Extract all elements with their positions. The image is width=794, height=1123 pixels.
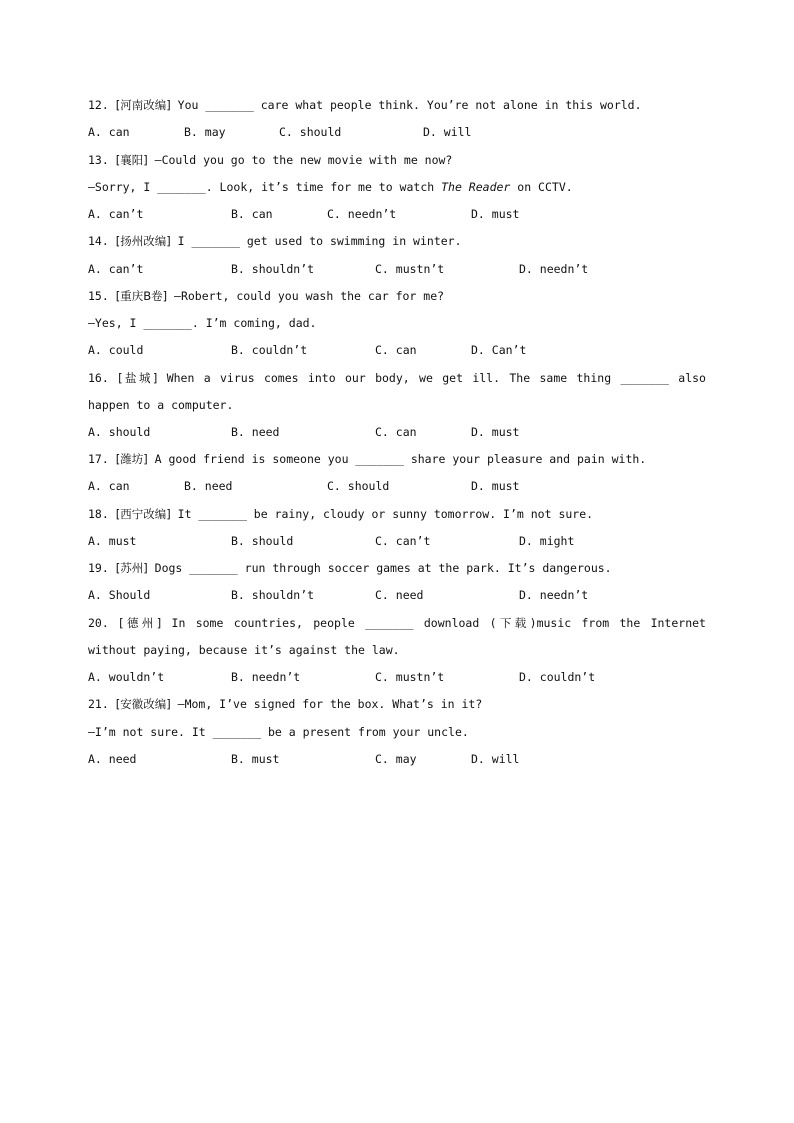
question-text: When a virus comes into our body, we get ill. The same thing _______ also <box>166 371 706 385</box>
question-15 <box>88 288 444 304</box>
question-number: 20. <box>88 616 109 630</box>
option-b: B. shouldn’t <box>231 588 315 602</box>
question-number: 17. <box>88 452 109 466</box>
movie-title: The Reader <box>441 180 511 194</box>
option-c: C. mustn’t <box>375 262 445 276</box>
question-20 <box>88 615 706 631</box>
question-16 <box>88 370 706 386</box>
dialog-reply-21: —I’m not sure. It _______ be a present from your uncle. <box>88 725 469 739</box>
option-d: D. needn’t <box>519 262 589 276</box>
option-a: A. can <box>88 479 130 493</box>
option-b: B. can <box>231 207 273 221</box>
question-12 <box>88 97 642 113</box>
reply-text: —Sorry, I _______. Look, it’s time for me to watch <box>88 180 442 194</box>
options-13 <box>88 206 706 222</box>
question-text: Dogs _______ run through soccer games at the park. It’s dangerous. <box>154 561 612 575</box>
question-source: [扬州改编] <box>115 234 171 248</box>
question-number: 14. <box>88 234 109 248</box>
option-c: C. mustn’t <box>375 670 445 684</box>
question-number: 12. <box>88 98 109 112</box>
question-text: I _______ get used to swimming in winter. <box>177 234 462 248</box>
question-source: [重庆B卷] <box>115 289 168 303</box>
question-source: [苏州] <box>115 561 148 575</box>
option-b: B. shouldn’t <box>231 262 315 276</box>
option-d: D. must <box>471 207 520 221</box>
option-a: A. should <box>88 425 151 439</box>
option-d: D. Can’t <box>471 343 527 357</box>
option-d: D. might <box>519 534 575 548</box>
options-15 <box>88 342 706 358</box>
options-21 <box>88 751 706 767</box>
option-c: C. need <box>375 588 424 602</box>
question-number: 15. <box>88 289 109 303</box>
option-c: C. can <box>375 425 417 439</box>
option-d: D. will <box>423 125 472 139</box>
option-d: D. will <box>471 752 520 766</box>
question-18 <box>88 506 593 522</box>
question-text: —Mom, I’ve signed for the box. What’s in it? <box>177 697 483 711</box>
options-19 <box>88 587 706 603</box>
question-text: —Could you go to the new movie with me now? <box>154 153 453 167</box>
option-b: B. need <box>231 425 280 439</box>
question-source: [襄阳] <box>115 153 148 167</box>
option-a: A. wouldn’t <box>88 670 165 684</box>
options-18 <box>88 533 706 549</box>
question-source: [安徽改编] <box>115 697 171 711</box>
dialog-reply-15: —Yes, I _______. I’m coming, dad. <box>88 316 317 330</box>
options-16 <box>88 424 706 440</box>
option-b: B. must <box>231 752 280 766</box>
question-source: [盐城] <box>118 371 158 385</box>
option-b: B. couldn’t <box>231 343 308 357</box>
question-text: —Robert, could you wash the car for me? <box>174 289 445 303</box>
question-14 <box>88 233 462 249</box>
options-20 <box>88 669 706 685</box>
options-12 <box>88 124 706 140</box>
question-text: In some countries, people _______ download (下载)music from the Internet <box>171 616 706 630</box>
question-number: 18. <box>88 507 109 521</box>
option-d: D. must <box>471 425 520 439</box>
question-source: [潍坊] <box>115 452 148 466</box>
question-text: You _______ care what people think. You’re not alone in this world. <box>177 98 642 112</box>
option-c: C. can <box>375 343 417 357</box>
option-b: B. may <box>184 125 226 139</box>
options-17 <box>88 478 706 494</box>
question-source: [西宁改编] <box>115 507 171 521</box>
option-b: B. need <box>184 479 233 493</box>
question-text: It _______ be rainy, cloudy or sunny tomorrow. I’m not sure. <box>177 507 594 521</box>
options-14 <box>88 261 706 277</box>
option-a: A. need <box>88 752 137 766</box>
option-a: A. can’t <box>88 207 144 221</box>
option-d: D. must <box>471 479 520 493</box>
option-c: C. may <box>375 752 417 766</box>
question-17 <box>88 451 646 467</box>
question-text: A good friend is someone you _______ share your pleasure and pain with. <box>154 452 647 466</box>
option-a: A. can <box>88 125 130 139</box>
question-number: 19. <box>88 561 109 575</box>
option-a: A. Should <box>88 588 151 602</box>
option-b: B. should <box>231 534 294 548</box>
reply-text-end: on CCTV. <box>510 180 573 194</box>
option-a: A. can’t <box>88 262 144 276</box>
option-b: B. needn’t <box>231 670 301 684</box>
option-a: A. could <box>88 343 144 357</box>
question-number: 13. <box>88 153 109 167</box>
dialog-reply-13 <box>88 179 573 195</box>
question-13 <box>88 152 452 168</box>
option-c: C. should <box>327 479 390 493</box>
question-19 <box>88 560 612 576</box>
question-source: [河南改编] <box>115 98 171 112</box>
question-21 <box>88 696 482 712</box>
question-source: [德州] <box>119 616 162 630</box>
question-number: 21. <box>88 697 109 711</box>
option-d: D. needn’t <box>519 588 589 602</box>
option-c: C. should <box>279 125 342 139</box>
question-number: 16. <box>88 371 109 385</box>
question-continuation-20: without paying, because it’s against the law. <box>88 643 400 657</box>
option-c: C. needn’t <box>327 207 397 221</box>
option-a: A. must <box>88 534 137 548</box>
question-continuation-16: happen to a computer. <box>88 398 234 412</box>
option-c: C. can’t <box>375 534 431 548</box>
option-d: D. couldn’t <box>519 670 596 684</box>
